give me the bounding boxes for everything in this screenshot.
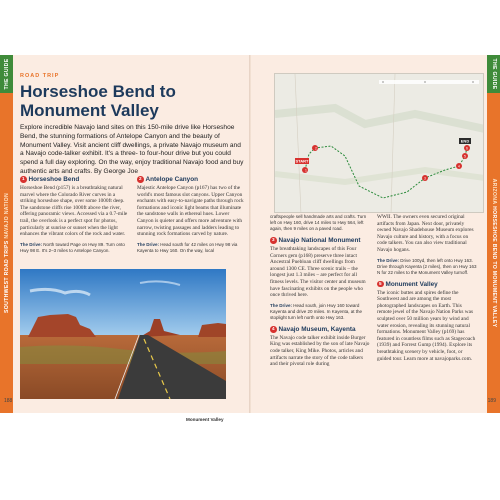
intro-paragraph: Explore incredible Navajo land sites on this 150-mile drive like Horseshoe Bend, the stunning formations of Antelope Canyon and the beauty of Monument Valley. Visit ancient cliff dwellings, a private Navajo museum and a Navajo code-talker exhibit. It's a three- to four-hour drive but you could spend a full day exploring. On the way, enjoy traditional Navajo food and buy authentic arts and crafts. By George Joe (20, 124, 244, 175)
section-tab-main: SOUTHWEST ROAD TRIPS (3, 240, 10, 314)
section-tab-label (4, 193, 10, 313)
continued-text: craftspeople sell handmade arts and crafts. Turn left on Hwy 160, drive 14 miles to Hwy 564, left again, then 9 miles on a paved road. (270, 214, 367, 231)
drive-note (137, 242, 245, 254)
section-tab (0, 93, 13, 413)
photo-illustration (20, 269, 226, 399)
section-tab-main: HORSESHOE BEND TO MONUMENT VALLEY (490, 206, 497, 328)
guide-tab (0, 55, 13, 93)
stop-title: Navajo Museum, Kayenta (278, 325, 356, 333)
start-label: START (295, 158, 309, 164)
end-label: END (460, 138, 470, 144)
drive-text: Head south, join Hwy 160 toward Kayenta and drive 20 miles. In Kayenta, at the stoplight turn left north onto Hwy 163. (270, 302, 363, 320)
book-spread (0, 55, 500, 422)
stop-body: The breathtaking landscapes of this Four Corners gem (p168) preserve three intact Ancestral Puebloan cliff dwellings from around 1300 CE. Three scenic trails – the longest just 1.3 miles – are perfect for all fitness levels. The visitor center and museum have fascinating exhibits on the people who once thrived here. (270, 246, 366, 299)
page-gutter (249, 55, 251, 413)
stop-body: Majestic Antelope Canyon (p167) has two of the world's most famous slot canyons. Upper Canyon enchants with easy-to-navigate paths through rock formations and iconic light beams that illuminate the sandstone walls in ethereal hues. Lower Canyon is quieter and offers more adventure with narrow, twisting passages and ladders leading to stunning rock formations carved by nature. (137, 185, 244, 238)
stop-title: Antelope Canyon (145, 176, 199, 183)
drive-note (377, 258, 477, 276)
stop-body: The iconic buttes and spires define the Southwest and are among the most photographed landscapes on Earth. This remote jewel of the Navajo Nation Parks was sculpted over 50 million years by wind and water erosion, revealing its stunning natural formations. Monument Valley (p169) has featured in countless films such as Stagecoach (1939) and Forrest Gump (1994). Explore its breathtaking scenery by vehicle, foot, or guided tour. Learn more at navajoparks.com. (377, 289, 476, 362)
marker-label: 1 (305, 168, 307, 173)
stop-body: The Navajo code talker exhibit inside Burger King was established by the son of late Navajo code talker, King Mike. Photos, articles and artifacts narrate the story of the code talkers and their pivotal role during (270, 334, 370, 368)
stop-heading (270, 237, 370, 244)
drive-note (270, 303, 370, 321)
stop-number-badge: 1 (21, 176, 25, 182)
stop-heading (377, 281, 477, 288)
drive-text: North toward Page on Hwy 89. Turn onto Hwy 98 E. It's 2–3 miles to Antelope Canyon. (20, 241, 125, 253)
page-number-right: 189 (487, 398, 496, 404)
guide-tab-label: THE GUIDE (490, 58, 497, 90)
stop-number-badge: 4 (271, 326, 275, 331)
route-map (274, 73, 484, 213)
stop-heading (20, 176, 128, 183)
section-tab (487, 93, 500, 413)
drive-label: The Drive: (377, 257, 400, 263)
drive-text: Drive 100yd, then left onto Hwy 163. Drive through Kayenta (2 miles), then on Hwy 163 N for 22 miles to the Monument Valley turnoff. (377, 257, 477, 275)
map-scale-bar (379, 80, 479, 84)
stop-number-badge: 2 (138, 176, 142, 182)
stop-title: Horseshoe Bend (28, 176, 80, 183)
section-tab-label (491, 179, 497, 328)
stop-title: Navajo National Monument (278, 237, 361, 244)
marker-label: 2 (315, 146, 317, 151)
marker-label: 6 (466, 146, 468, 151)
guide-tab-label: THE GUIDE (3, 58, 10, 90)
stop-body: Horseshoe Bend (p157) is a breathtaking natural marvel where the Colorado River curves in a striking horseshoe shape, over some 1000ft deep. The sandstone cliffs rise 1000ft above the river, offering panoramic views. Accessed via a 0.7-mile trail, the overlook is a perfect spot for photos, particularly at sunrise or sunset when the light enhances the vibrant colors of the rock and water. (20, 185, 128, 238)
page-title: Horseshoe Bend to Monument Valley (20, 82, 176, 120)
map-illustration (275, 74, 484, 213)
drive-text: Head south for 42 miles on Hwy 98 via Kayenta to Hwy 160. On the way, local (137, 241, 238, 253)
marker-label: 3 (424, 176, 426, 181)
page-number-left: 188 (4, 398, 13, 404)
guide-tab (487, 55, 500, 93)
drive-label: The Drive: (137, 241, 160, 247)
right-column-2 (377, 214, 477, 362)
right-column-1 (270, 214, 370, 368)
section-tab-highlight: NAVAJO NATION (3, 192, 10, 239)
stop-number-badge: 3 (271, 237, 275, 243)
drive-label: The Drive: (270, 302, 293, 308)
right-side-tab (487, 55, 500, 413)
stop-number-badge: 5 (378, 280, 382, 286)
photo-caption: Monument Valley (186, 417, 224, 422)
stop-column-2 (137, 176, 245, 254)
monument-valley-photo (20, 269, 226, 399)
marker-label: 4 (458, 164, 460, 169)
drive-label: The Drive: (20, 241, 43, 247)
section-tab-highlight: ARIZONA (490, 178, 497, 205)
stop-heading (270, 326, 370, 333)
stop-column-1 (20, 176, 128, 254)
left-side-tab (0, 55, 13, 413)
stop-heading (137, 176, 245, 183)
stop-title: Monument Valley (385, 280, 438, 288)
kicker: ROAD TRIP (20, 73, 60, 79)
drive-note (20, 242, 128, 254)
continued-text: WWII. The owners even secured original artifacts from Japan. Next door, privately owned Navajo Shadehouse Museum explores Navajo culture and history, with a focus on code talkers. You can also view traditional Navajo hogans. (377, 214, 474, 253)
marker-label: 5 (464, 154, 466, 159)
